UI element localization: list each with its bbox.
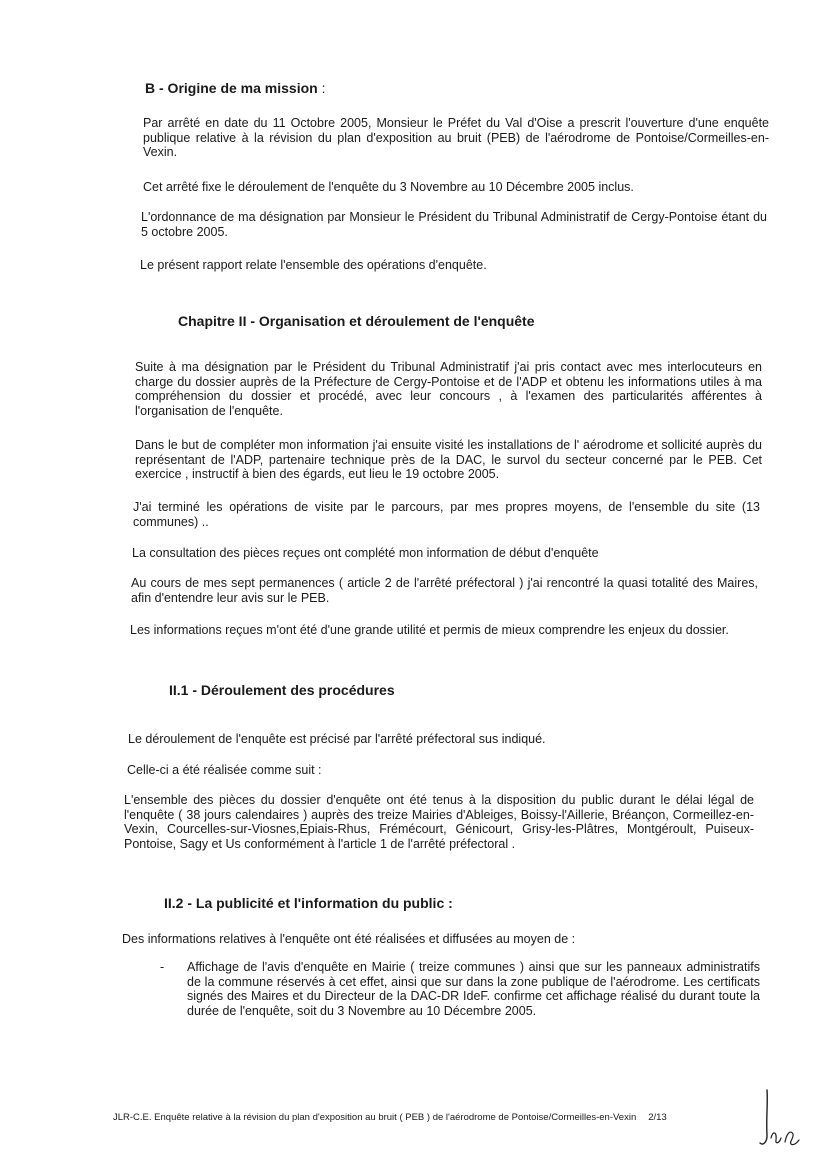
section-2-1-paragraph-3: L'ensemble des pièces du dossier d'enquête ont été tenus à la disposition du public durant le délai légal de l'enquête ( 38 jours calendaires ) auprès des treize Mairies d'Ableiges, Boissy-l'Aillerie, Bréançon, Cormeillez-en-Vexin, Courcelles-sur-Viosnes,Epiais-Rhus, Frémécourt, Génicourt, Grisy-les-Plâtres, Montgéroult, Puiseux-Pontoise, Sagy et Us conformément à l'article 1 de l'arrêté préfectoral . [124, 793, 754, 851]
page-footer [113, 1112, 667, 1123]
chapter-2-paragraph-6: Les informations reçues m'ont été d'une grande utilité et permis de mieux comprendre les enjeux du dossier. [130, 623, 729, 637]
chapter-2-paragraph-2: Dans le but de compléter mon information j'ai ensuite visité les installations de l' aérodrome et sollicité auprès du représentant de l'ADP, partenaire technique près de la DAC, le survol du secteur concerné par le PEB. Cet exercice , instructif à bien des égards, eut lieu le 19 octobre 2005. [135, 438, 762, 481]
chapter-2-paragraph-1: Suite à ma désignation par le Président du Tribunal Administratif j'ai pris contact avec mes interlocuteurs en charge du dossier auprès de la Préfecture de Cergy-Pontoise et de l'ADP et obtenu les informations utiles à ma compréhension du dossier et procédé, avec leur concours , à l'examen des particularités afférentes à l'organisation de l'enquête. [135, 360, 762, 418]
chapter-2-paragraph-5: Au cours de mes sept permanences ( article 2 de l'arrêté préfectoral ) j'ai rencontré la quasi totalité des Maires, afin d'entendre leur avis sur le PEB. [131, 576, 758, 605]
list-item-text: Affichage de l'avis d'enquête en Mairie ( treize communes ) ainsi que sur les panneaux administratifs de la commune réservés à cet effet, ainsi que sur dans la zone publique de l'aérodrome. Les certificats signés des Maires et du Directeur de la DAC-DR IdeF. confirme cet affichage réalisé du durant toute la durée de l'enquête, soit du 3 Novembre au 10 Décembre 2005. [187, 960, 760, 1018]
section-2-1-paragraph-2: Celle-ci a été réalisée comme suit : [127, 763, 322, 777]
chapter-2-paragraph-3: J'ai terminé les opérations de visite par le parcours, par mes propres moyens, de l'ensemble du site (13 communes) .. [133, 500, 760, 529]
section-b-paragraph-4: Le présent rapport relate l'ensemble des opérations d'enquête. [140, 258, 487, 272]
section-b-colon: : [317, 80, 326, 96]
section-b-paragraph-3: L'ordonnance de ma désignation par Monsieur le Président du Tribunal Administratif de Cergy-Pontoise étant du 5 octobre 2005. [141, 210, 767, 239]
section-2-1-heading: II.1 - Déroulement des procédures [169, 682, 395, 698]
section-2-2-intro: Des informations relatives à l'enquête ont été réalisées et diffusées au moyen de : [122, 932, 576, 946]
handwritten-signature [757, 1088, 809, 1148]
section-2-2-heading: II.2 - La publicité et l'information du public : [164, 895, 453, 911]
chapter-2-paragraph-4: La consultation des pièces reçues ont complété mon information de début d'enquête [132, 546, 599, 560]
section-b-paragraph-2: Cet arrêté fixe le déroulement de l'enquête du 3 Novembre au 10 Décembre 2005 inclus. [143, 180, 634, 194]
page-number: 2/13 [648, 1112, 667, 1123]
section-b-paragraph-1: Par arrêté en date du 11 Octobre 2005, Monsieur le Préfet du Val d'Oise a prescrit l'ouverture d'une enquête publique relative à la révision du plan d'exposition au bruit (PEB) de l'aérodrome de Pontoise/Cormeilles-en-Vexin. [143, 116, 769, 159]
section-b-title: B - Origine de ma mission [145, 80, 318, 96]
section-b-heading [145, 80, 325, 96]
section-2-1-paragraph-1: Le déroulement de l'enquête est précisé par l'arrêté préfectoral sus indiqué. [128, 732, 546, 746]
chapter-2-heading: Chapitre II - Organisation et déroulement de l'enquête [178, 313, 535, 329]
list-bullet: - [160, 960, 165, 974]
footer-text: JLR-C.E. Enquête relative à la révision du plan d'exposition au bruit ( PEB ) de l'aérodrome de Pontoise/Cormeilles-en-Vexin [113, 1112, 637, 1123]
